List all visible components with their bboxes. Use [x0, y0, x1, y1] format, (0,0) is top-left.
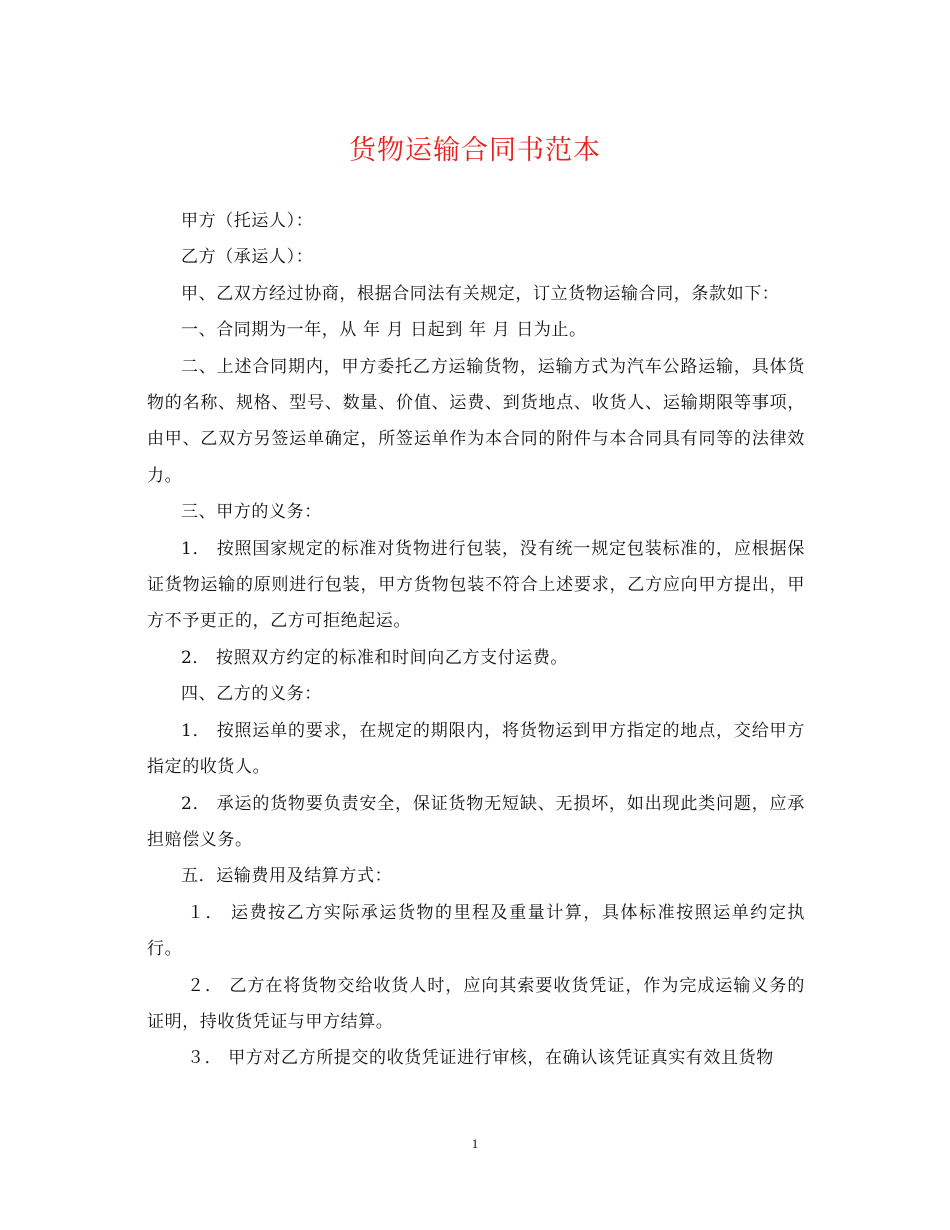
clause-4-heading: 四、乙方的义务： [181, 684, 322, 705]
clause-5-item-3: ３． 甲方对乙方所提交的收货凭证进行审核，在确认该凭证真实有效且货物 [187, 1048, 774, 1069]
clause-1-term: 一、合同期为一年，从 年 月 日起到 年 月 日为止。 [181, 320, 587, 341]
clause-4-item-1: 1． 按照运单的要求，在规定的期限内，将货物运到甲方指定的地点，交给甲方指定的收货人。 [147, 720, 805, 778]
clause-5-item-1: １． 运费按乙方实际承运货物的里程及重量计算，具体标准按照运单约定执行。 [147, 902, 805, 960]
party-b-line: 乙方（承运人）： [181, 247, 314, 268]
clause-4-item-2: 2． 承运的货物要负责安全，保证货物无短缺、无损坏，如出现此类问题，应承担赔偿义务。 [147, 793, 805, 850]
clause-5-item-2: ２． 乙方在将货物交给收货人时，应向其索要收货凭证，作为完成运输义务的证明，持收货凭证与甲方结算。 [147, 975, 805, 1032]
preamble-paragraph: 甲、乙双方经过协商，根据合同法有关规定，订立货物运输合同，条款如下： [181, 283, 780, 304]
document-title: 货物运输合同书范本 [349, 135, 601, 166]
document-body [147, 203, 805, 1077]
clause-2-scope: 二、上述合同期内，甲方委托乙方运输货物，运输方式为汽车公路运输，具体货物的名称、规格、型号、数量、价值、运费、到货地点、收货人、运输期限等事项，由甲、乙双方另签运单确定，所签运单作为本合同的附件与本合同具有同等的法律效力。 [147, 356, 805, 486]
clause-5-heading: 五．运输费用及结算方式： [181, 866, 393, 887]
clause-3-item-2: 2． 按照双方约定的标准和时间向乙方支付运费。 [181, 647, 569, 668]
party-a-line: 甲方（托运人）： [181, 211, 314, 231]
page-number: 1 [471, 1136, 479, 1151]
clause-3-item-1: 1． 按照国家规定的标准对货物进行包装，没有统一规定包装标准的，应根据保证货物运输的原则进行包装，甲方货物包装不符合上述要求，乙方应向甲方提出，甲方不予更正的，乙方可拒绝起运。 [147, 538, 805, 632]
clause-3-heading: 三、甲方的义务： [181, 502, 322, 523]
